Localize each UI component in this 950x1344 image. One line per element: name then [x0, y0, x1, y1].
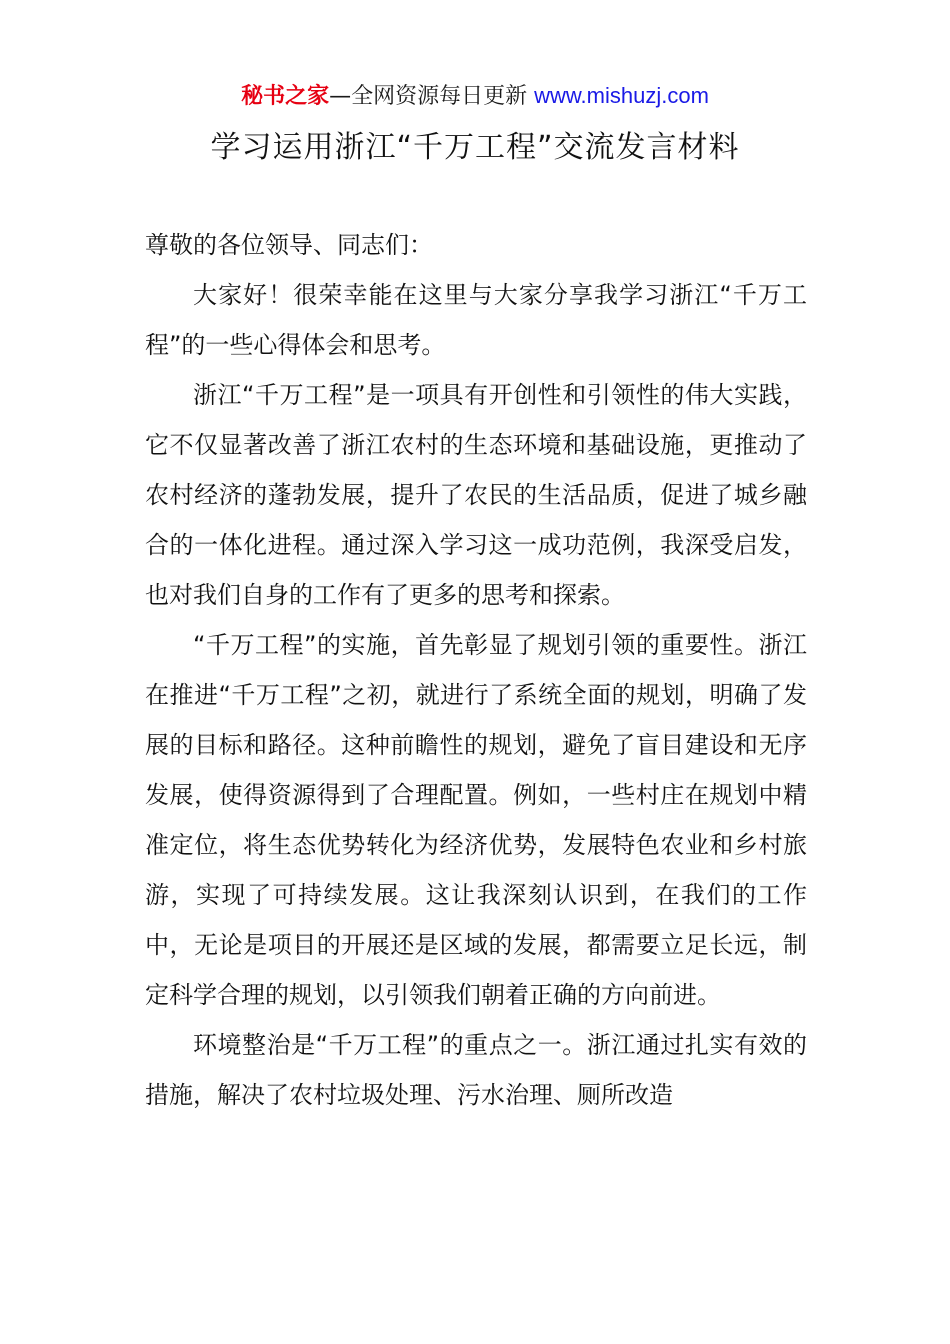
paragraph: 环境整治是“千万工程”的重点之一。浙江通过扎实有效的措施，解决了农村垃圾处理、污水治理、厕所改造 [145, 1031, 807, 1109]
site-header [0, 80, 950, 113]
paragraph: 浙江“千万工程”是一项具有开创性和引领性的伟大实践，它不仅显著改善了浙江农村的生态环境和基础设施，更推动了农村经济的蓬勃发展，提升了农民的生活品质，促进了城乡融合的一体化进程。通过深入学习这一成功范例，我深受启发，也对我们自身的工作有了更多的思考和探索。 [145, 381, 807, 609]
site-tagline: —全网资源每日更新 [329, 84, 535, 109]
site-url-link[interactable]: www.mishuzj.com [534, 83, 709, 108]
document-title: 学习运用浙江“千万工程”交流发言材料 [210, 130, 740, 165]
document-body [145, 220, 807, 1120]
paragraph: “千万工程”的实施，首先彰显了规划引领的重要性。浙江在推进“千万工程”之初，就进行了系统全面的规划，明确了发展的目标和路径。这种前瞻性的规划，避免了盲目建设和无序发展，使得资源得到了合理配置。例如，一些村庄在规划中精准定位，将生态优势转化为经济优势，发展特色农业和乡村旅游，实现了可持续发展。这让我深刻认识到，在我们的工作中，无论是项目的开展还是区域的发展，都需要立足长远，制定科学合理的规划，以引领我们朝着正确的方向前进。 [145, 631, 807, 1009]
site-brand: 秘书之家 [241, 84, 330, 109]
paragraph: 大家好！很荣幸能在这里与大家分享我学习浙江“千万工程”的一些心得体会和思考。 [145, 281, 807, 359]
salutation: 尊敬的各位领导、同志们： [145, 231, 433, 259]
